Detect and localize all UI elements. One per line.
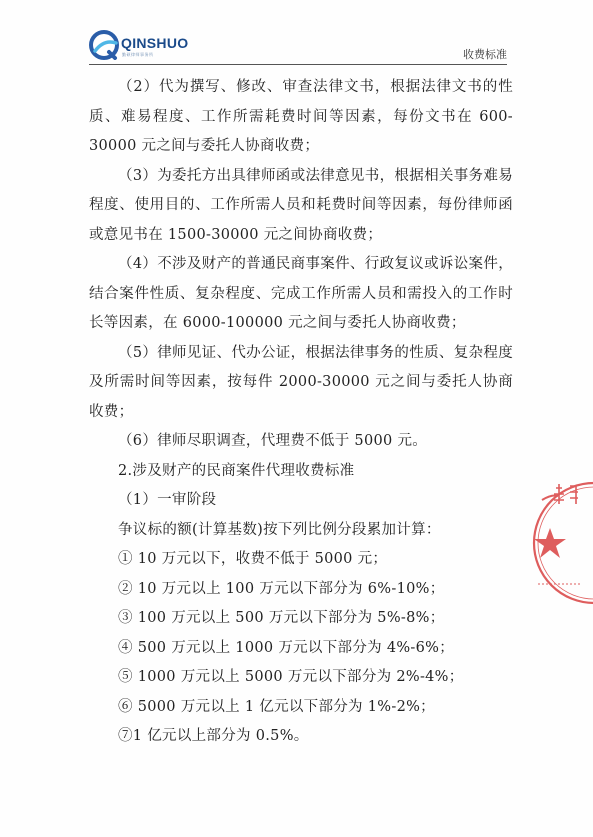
fee-tier-item: ③ 100 万元以上 500 万元以下部分为 5%-8%；	[118, 610, 445, 626]
fee-tier-item: ⑦1 亿元以上部分为 0.5%。	[118, 728, 309, 744]
fee-tier-item: ⑤ 1000 万元以上 5000 万元以下部分为 2%-4%；	[118, 669, 464, 685]
page-header	[0, 0, 593, 66]
document-body	[89, 73, 513, 752]
section-title: 收费标准	[463, 48, 507, 61]
fee-tier-item: ① 10 万元以下，收费不低于 5000 元；	[118, 551, 388, 567]
paragraph-document-drafting: （2）代为撰写、修改、审查法律文书，根据法律文书的性质、难易程度、工作所需耗费时间等因素，每份文书在 600-30000 元之间与委托人协商收费；	[89, 79, 513, 154]
qinshuo-logo-icon	[89, 30, 119, 60]
official-seal-stamp	[512, 478, 593, 608]
fee-tier-item: ⑥ 5000 万元以上 1 亿元以下部分为 1%-2%；	[118, 698, 435, 715]
header-divider	[89, 64, 507, 65]
logo-wordmark: QINSHUO	[121, 35, 189, 51]
paragraph-lawyer-letter: （3）为委托方出具律师函或法律意见书，根据相关事务难易程度、使用目的、工作所需人员和耗费时间等因素，每份律师函或意见书在 1500-30000 元之间协商收费；	[89, 167, 513, 243]
fee-tier-item: ④ 500 万元以上 1000 万元以下部分为 4%-6%；	[118, 639, 455, 656]
stage-heading-first-instance: （1）一审阶段	[118, 492, 217, 508]
paragraph-non-property-cases: （4）不涉及财产的普通民商事案件、行政复议或诉讼案件，结合案件性质、复杂程度、完成工作所需人员和需投入的工作时长等因素，在 6000-100000 元之间与委托人协商收费；	[89, 256, 513, 331]
logo-subtext: 勤硕律师事务所	[122, 52, 154, 57]
fee-tier-item: ② 10 万元以上 100 万元以下部分为 6%-10%；	[118, 580, 445, 597]
paragraph-witness-notary: （5）律师见证、代办公证，根据法律事务的性质、复杂程度及所需时间等因素，按每件 2000-30000 元之间与委托人协商收费；	[89, 344, 513, 420]
section-heading-property-cases: 2.涉及财产的民商案件代理收费标准	[118, 462, 355, 479]
paragraph-due-diligence: （6）律师尽职调查，代理费不低于 5000 元。	[118, 433, 428, 449]
fee-calculation-intro: 争议标的额(计算基数)按下列比例分段累加计算：	[118, 521, 441, 538]
